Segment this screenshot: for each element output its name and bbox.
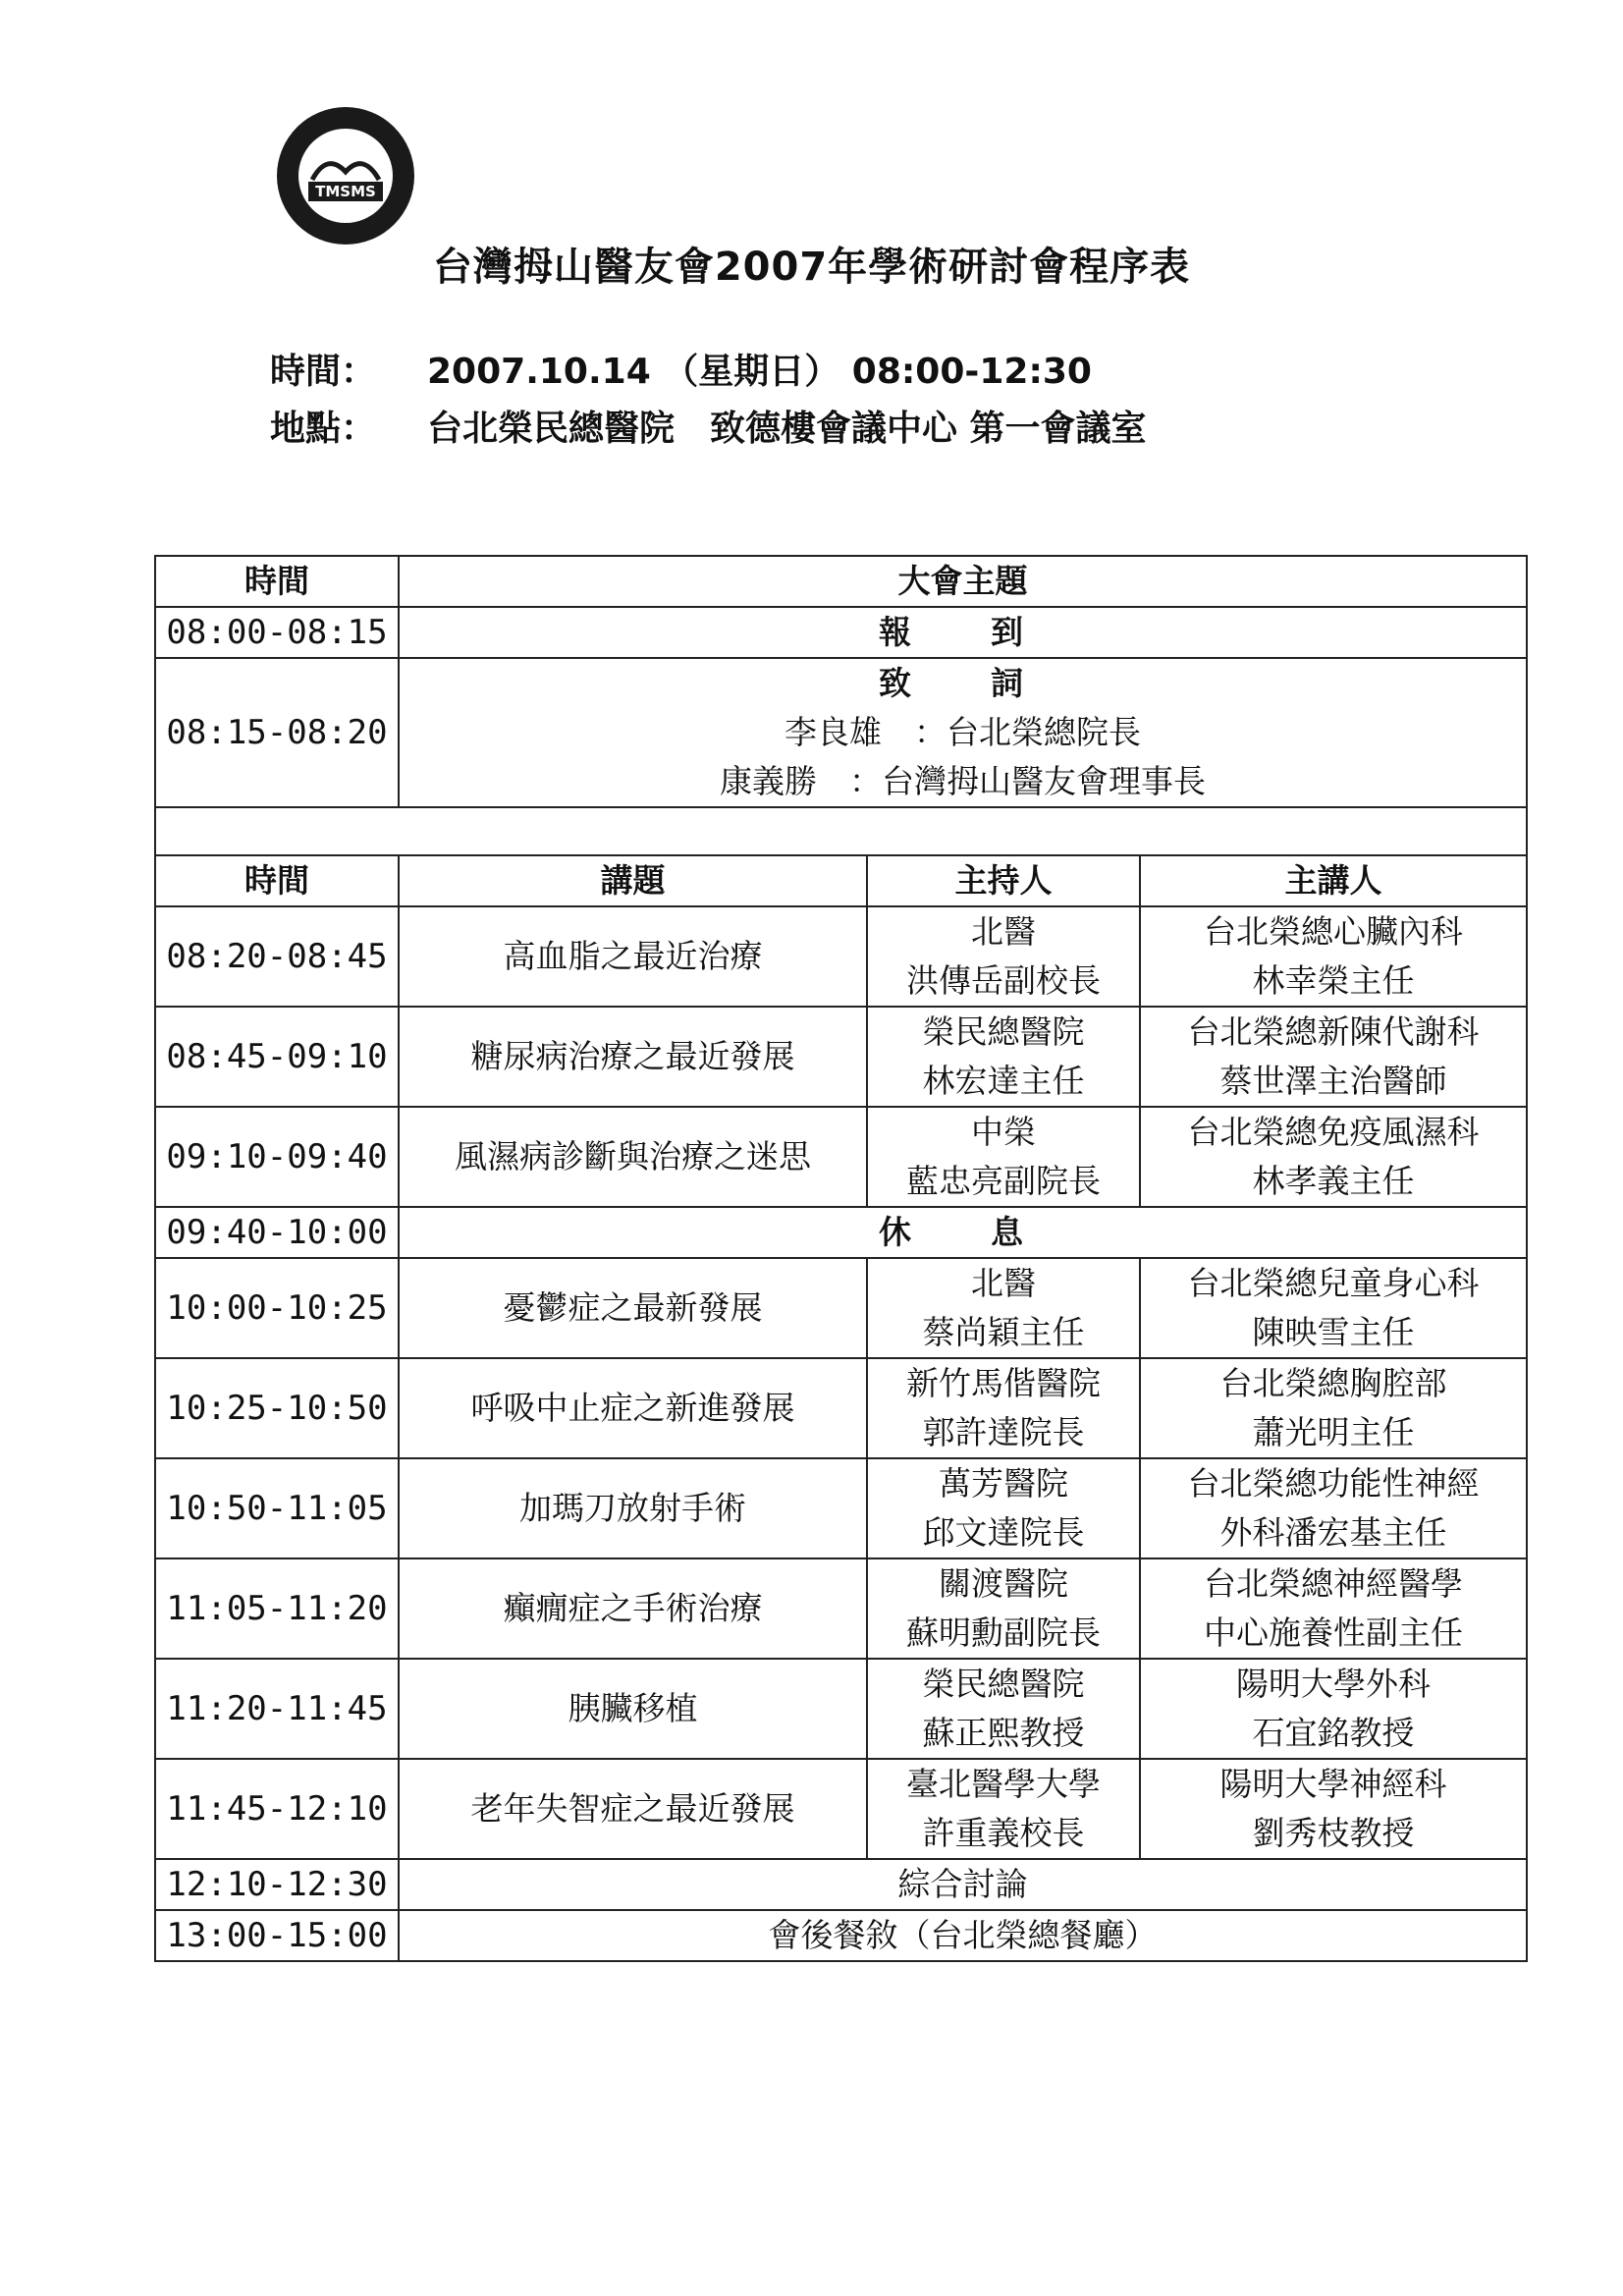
session-speaker xyxy=(1140,1558,1527,1659)
session-topic: 胰臟移植 xyxy=(399,1659,867,1759)
header-speaker: 主講人 xyxy=(1140,855,1527,906)
header-time-2: 時間 xyxy=(155,855,399,906)
session-row xyxy=(155,1258,1527,1358)
host-affiliation: 臺北醫學大學 xyxy=(906,1765,1101,1803)
opening-label: 致 詞 xyxy=(879,664,1048,702)
host-affiliation: 萬芳醫院 xyxy=(939,1464,1068,1503)
break-row xyxy=(155,1207,1527,1258)
host-name: 林宏達主任 xyxy=(922,1062,1085,1100)
speaker-name: 陳映雪主任 xyxy=(1252,1313,1415,1351)
host-affiliation: 北醫 xyxy=(971,912,1036,951)
session-header-row xyxy=(155,855,1527,906)
session-speaker xyxy=(1140,1759,1527,1859)
session-time: 11:05-11:20 xyxy=(155,1558,399,1659)
dinner-time: 13:00-15:00 xyxy=(155,1910,399,1961)
dinner-row xyxy=(155,1910,1527,1961)
host-affiliation: 中榮 xyxy=(971,1113,1036,1151)
session-row xyxy=(155,1358,1527,1458)
table-top-header xyxy=(155,556,1527,607)
session-time: 11:20-11:45 xyxy=(155,1659,399,1759)
session-topic: 糖尿病治療之最近發展 xyxy=(399,1007,867,1107)
session-row xyxy=(155,1659,1527,1759)
session-host xyxy=(867,1558,1140,1659)
session-host xyxy=(867,1659,1140,1759)
speaker-affiliation: 台北榮總神經醫學 xyxy=(1204,1564,1464,1603)
time-value: 2007.10.14 （星期日） 08:00-12:30 xyxy=(427,352,1092,392)
session-host xyxy=(867,906,1140,1007)
session-time: 08:20-08:45 xyxy=(155,906,399,1007)
host-affiliation: 關渡醫院 xyxy=(939,1564,1068,1603)
host-affiliation: 北醫 xyxy=(971,1264,1036,1302)
session-host xyxy=(867,1007,1140,1107)
session-topic: 憂鬱症之最新發展 xyxy=(399,1258,867,1358)
opening-speaker-1: 李良雄 ：台北榮總院長 xyxy=(784,713,1142,751)
session-speaker xyxy=(1140,1007,1527,1107)
host-affiliation: 榮民總醫院 xyxy=(922,1012,1085,1051)
session-row xyxy=(155,1007,1527,1107)
discussion-time: 12:10-12:30 xyxy=(155,1859,399,1910)
host-name: 藍忠亮副院長 xyxy=(906,1162,1101,1200)
speaker-name: 林幸榮主任 xyxy=(1252,961,1415,1000)
opening-speaker-2: 康義勝 ：台灣拇山醫友會理事長 xyxy=(720,762,1207,800)
session-speaker xyxy=(1140,1659,1527,1759)
host-name: 邱文達院長 xyxy=(922,1513,1085,1552)
header-topic: 講題 xyxy=(399,855,867,906)
session-time: 09:10-09:40 xyxy=(155,1107,399,1207)
speaker-name: 劉秀枝教授 xyxy=(1252,1814,1415,1852)
session-speaker xyxy=(1140,1358,1527,1458)
speaker-affiliation: 台北榮總心臟內科 xyxy=(1204,912,1464,951)
checkin-label: 報 到 xyxy=(399,607,1527,658)
host-name: 洪傳岳副校長 xyxy=(906,961,1101,1000)
session-topic: 風濕病診斷與治療之迷思 xyxy=(399,1107,867,1207)
speaker-name: 蔡世澤主治醫師 xyxy=(1219,1062,1447,1100)
speaker-affiliation: 台北榮總功能性神經 xyxy=(1187,1464,1480,1503)
session-host xyxy=(867,1759,1140,1859)
dinner-label: 會後餐敘（台北榮總餐廳） xyxy=(399,1910,1527,1961)
session-time: 10:25-10:50 xyxy=(155,1358,399,1458)
time-label: 時間： xyxy=(270,352,377,392)
discussion-row xyxy=(155,1859,1527,1910)
session-topic: 高血脂之最近治療 xyxy=(399,906,867,1007)
speaker-affiliation: 台北榮總免疫風濕科 xyxy=(1187,1113,1480,1151)
session-row xyxy=(155,906,1527,1007)
session-row xyxy=(155,1558,1527,1659)
host-name: 蘇正熙教授 xyxy=(922,1714,1085,1752)
speaker-affiliation: 台北榮總新陳代謝科 xyxy=(1187,1012,1480,1051)
host-name: 蔡尚穎主任 xyxy=(922,1313,1085,1351)
speaker-name: 外科潘宏基主任 xyxy=(1219,1513,1447,1552)
session-time: 10:50-11:05 xyxy=(155,1458,399,1558)
session-host xyxy=(867,1107,1140,1207)
session-row xyxy=(155,1107,1527,1207)
session-topic: 呼吸中止症之新進發展 xyxy=(399,1358,867,1458)
session-topic: 老年失智症之最近發展 xyxy=(399,1759,867,1859)
speaker-affiliation: 台北榮總胸腔部 xyxy=(1219,1364,1447,1402)
checkin-row xyxy=(155,607,1527,658)
session-time: 11:45-12:10 xyxy=(155,1759,399,1859)
session-row xyxy=(155,1759,1527,1859)
session-speaker xyxy=(1140,906,1527,1007)
session-time: 08:45-09:10 xyxy=(155,1007,399,1107)
speaker-name: 中心施養性副主任 xyxy=(1204,1613,1464,1652)
opening-time: 08:15-08:20 xyxy=(155,658,399,807)
speaker-affiliation: 台北榮總兒童身心科 xyxy=(1187,1264,1480,1302)
program-table xyxy=(154,555,1528,1962)
speaker-affiliation: 陽明大學外科 xyxy=(1236,1665,1432,1703)
logo-label: TMSMS xyxy=(315,183,376,200)
break-time: 09:40-10:00 xyxy=(155,1207,399,1258)
speaker-name: 蕭光明主任 xyxy=(1252,1413,1415,1451)
session-host xyxy=(867,1458,1140,1558)
page-title: 台灣拇山醫友會2007年學術研討會程序表 xyxy=(432,245,1191,290)
opening-cell xyxy=(399,658,1527,807)
speaker-affiliation: 陽明大學神經科 xyxy=(1219,1765,1447,1803)
session-topic: 癲癇症之手術治療 xyxy=(399,1558,867,1659)
break-label: 休 息 xyxy=(399,1207,1527,1258)
header-theme: 大會主題 xyxy=(399,556,1527,607)
host-name: 許重義校長 xyxy=(922,1814,1085,1852)
host-name: 郭許達院長 xyxy=(922,1413,1085,1451)
session-speaker xyxy=(1140,1258,1527,1358)
session-speaker xyxy=(1140,1107,1527,1207)
host-name: 蘇明勳副院長 xyxy=(906,1613,1101,1652)
spacer-row xyxy=(155,807,1527,855)
session-row xyxy=(155,1458,1527,1558)
place-label: 地點： xyxy=(270,409,377,449)
session-time: 10:00-10:25 xyxy=(155,1258,399,1358)
opening-row xyxy=(155,658,1527,807)
place-value: 台北榮民總醫院 致德樓會議中心 第一會議室 xyxy=(427,409,1147,449)
society-logo xyxy=(273,103,418,248)
session-speaker xyxy=(1140,1458,1527,1558)
session-topic: 加瑪刀放射手術 xyxy=(399,1458,867,1558)
session-host xyxy=(867,1258,1140,1358)
checkin-time: 08:00-08:15 xyxy=(155,607,399,658)
event-place xyxy=(270,401,1147,451)
header-time: 時間 xyxy=(155,556,399,607)
event-time xyxy=(270,344,1092,394)
speaker-name: 石宜銘教授 xyxy=(1252,1714,1415,1752)
host-affiliation: 榮民總醫院 xyxy=(922,1665,1085,1703)
discussion-label: 綜合討論 xyxy=(399,1859,1527,1910)
host-affiliation: 新竹馬偕醫院 xyxy=(906,1364,1101,1402)
speaker-name: 林孝義主任 xyxy=(1252,1162,1415,1200)
session-host xyxy=(867,1358,1140,1458)
header-host: 主持人 xyxy=(867,855,1140,906)
